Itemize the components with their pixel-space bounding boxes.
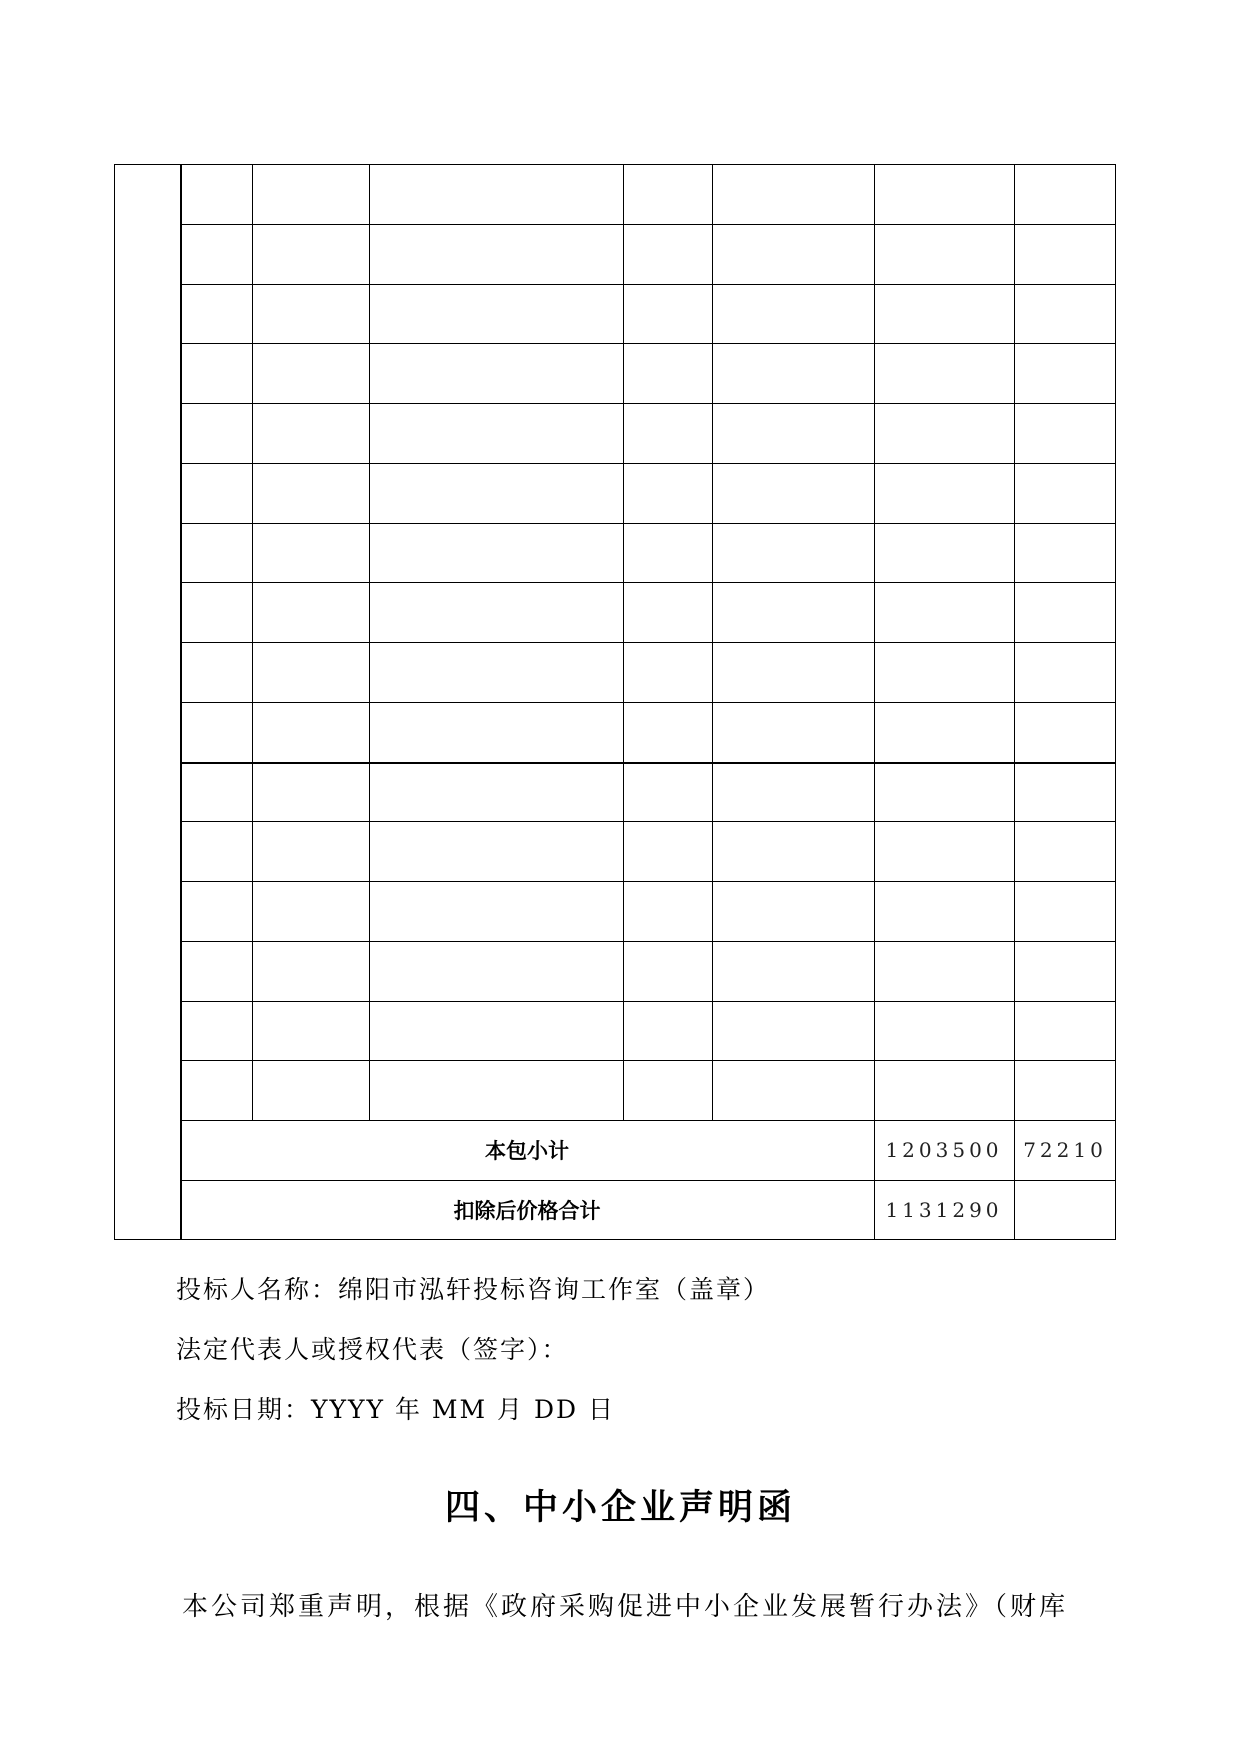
table-row-line: [180, 642, 1116, 643]
table-row-line: [180, 941, 1116, 942]
table-row-line: [180, 702, 1116, 703]
table-row-line: [180, 582, 1116, 583]
table-column-line: [623, 164, 624, 1120]
table-column-line: [369, 164, 370, 1120]
table-row-line: [180, 463, 1116, 464]
subtotal-value-1: 1203500: [885, 1138, 1003, 1162]
table-row-line: [180, 224, 1116, 225]
table-row-line: [180, 343, 1116, 344]
table-row-line: [180, 1001, 1116, 1002]
table-border-left: [114, 164, 115, 1240]
table-row-line: [180, 523, 1116, 524]
table-row-line: [180, 821, 1116, 822]
total-value-2: [1014, 1180, 1116, 1240]
bid-date-line: 投标日期：YYYY 年 MM 月 DD 日: [176, 1395, 616, 1424]
table-row-line: [180, 284, 1116, 285]
table-row-line: [180, 403, 1116, 404]
table-row-line: [180, 1060, 1116, 1061]
section-heading: 四、中小企业声明函: [444, 1488, 796, 1528]
total-label: 扣除后价格合计: [453, 1199, 601, 1223]
table-column-line: [1014, 164, 1015, 1240]
table-column-line: [874, 164, 875, 1240]
price-table: [114, 164, 1116, 1240]
representative-line: 法定代表人或授权代表（签字）：: [176, 1335, 569, 1364]
table-column-line: [252, 164, 253, 1120]
table-column-line: [712, 164, 713, 1120]
table-border-top: [114, 164, 1116, 165]
total-value-1: 1131290: [885, 1198, 1003, 1222]
subtotal-value-2: 72210: [1023, 1138, 1107, 1162]
subtotal-label: 本包小计: [485, 1139, 569, 1163]
declaration-paragraph: 本公司郑重声明，根据《政府采购促进中小企业发展暂行办法》（财库: [182, 1592, 1069, 1622]
table-row-line: [180, 762, 1116, 764]
bidder-name-line: 投标人名称：绵阳市泓轩投标咨询工作室（盖章）: [176, 1275, 771, 1304]
table-row-line: [180, 881, 1116, 882]
